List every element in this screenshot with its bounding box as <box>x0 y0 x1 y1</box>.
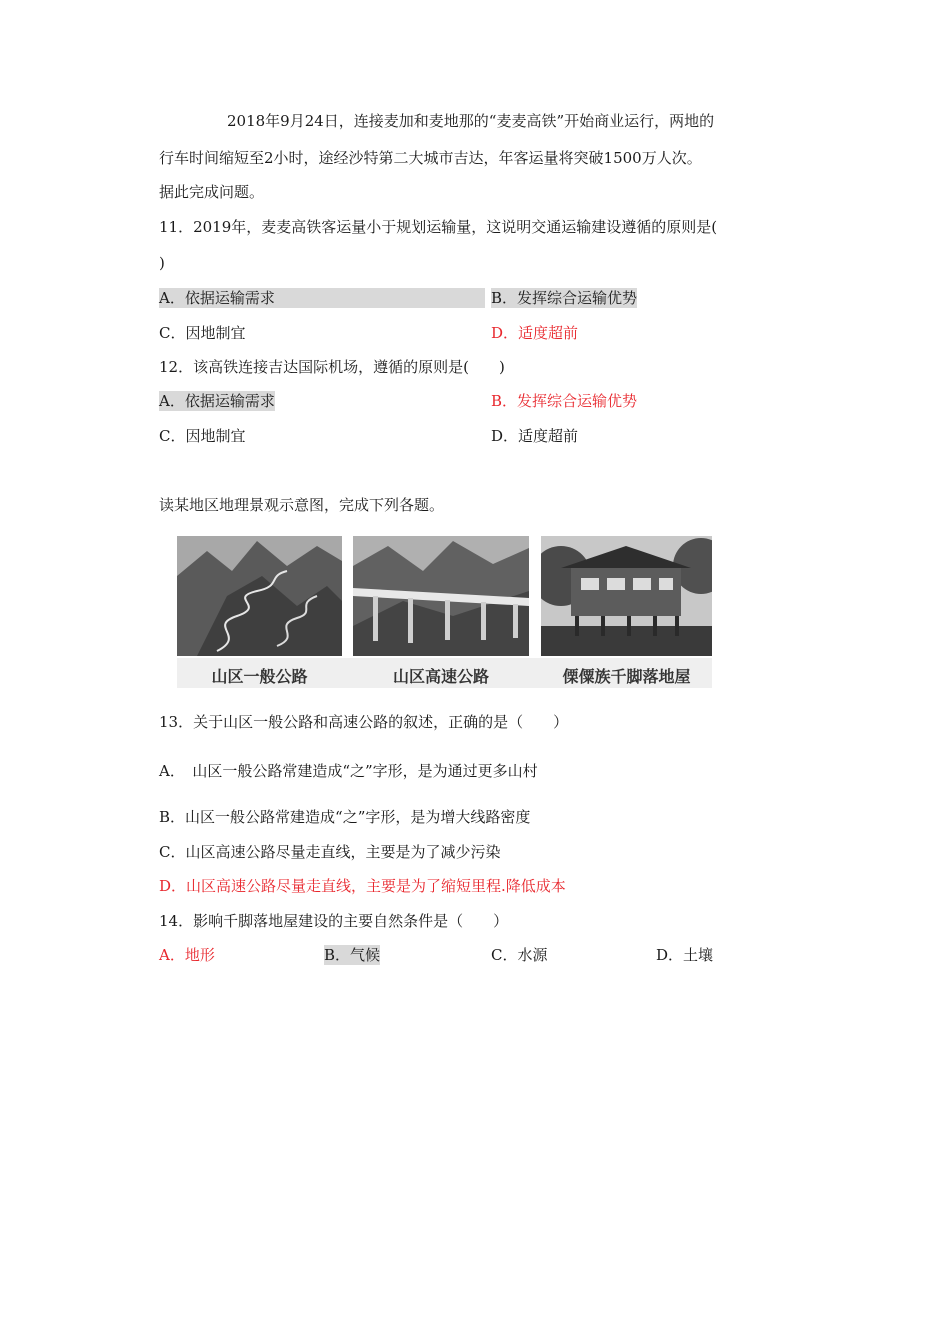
q12-option-c: C．因地制宜 <box>159 427 246 445</box>
q13-option-d: D．山区高速公路尽量走直线，主要是为了缩短里程.降低成本 <box>159 877 566 895</box>
section2-intro: 读某地区地理景观示意图，完成下列各题。 <box>159 496 445 514</box>
q13-option-b: B．山区一般公路常建造成“之”字形，是为增大线路密度 <box>159 808 531 826</box>
q11-stem-cont: ) <box>159 254 165 272</box>
q14-option-d: D．土壤 <box>656 946 714 964</box>
q12-stem: 12．该高铁连接吉达国际机场，遵循的原则是( ) <box>159 358 505 376</box>
q11-option-a: A．依据运输需求 <box>159 288 485 308</box>
q12-option-a: A．依据运输需求 <box>159 392 275 410</box>
highway-photo <box>353 536 529 656</box>
intro-line-2: 行车时间缩短至2小时，途经沙特第二大城市吉达，年客运量将突破1500万人次。 <box>159 149 702 167</box>
q11-stem: 11．2019年，麦麦高铁客运量小于规划运输量，这说明交通运输建设遵循的原则是( <box>159 218 718 236</box>
q13-option-c: C．山区高速公路尽量走直线，主要是为了减少污染 <box>159 843 501 861</box>
q11-option-c: C．因地制宜 <box>159 324 246 342</box>
intro-line-1: 2018年9月24日，连接麦加和麦地那的“麦麦高铁”开始商业运行，两地的 <box>227 112 715 130</box>
q11-option-d: D．适度超前 <box>491 324 579 342</box>
q12-option-d: D．适度超前 <box>491 427 579 445</box>
q14-stem: 14．影响千脚落地屋建设的主要自然条件是（ ） <box>159 912 509 930</box>
q11-option-b: B．发挥综合运输优势 <box>491 289 638 307</box>
stilt-house-photo <box>541 536 712 656</box>
q13-option-a: A． 山区一般公路常建造成“之”字形，是为通过更多山村 <box>159 762 538 780</box>
q14-option-a: A．地形 <box>159 946 215 964</box>
q14-option-c: C．水源 <box>491 946 548 964</box>
caption-stilt-house: 傈僳族千脚落地屋 <box>562 667 691 686</box>
caption-mountain-road: 山区一般公路 <box>211 667 308 686</box>
q12-option-b: B．发挥综合运输优势 <box>491 392 638 410</box>
q13-stem: 13．关于山区一般公路和高速公路的叙述，正确的是（ ） <box>159 713 569 731</box>
q14-option-b: B．气候 <box>324 946 381 964</box>
caption-highway: 山区高速公路 <box>392 667 489 686</box>
intro-line-3: 据此完成问题。 <box>159 183 265 201</box>
mountain-road-photo <box>177 536 342 656</box>
